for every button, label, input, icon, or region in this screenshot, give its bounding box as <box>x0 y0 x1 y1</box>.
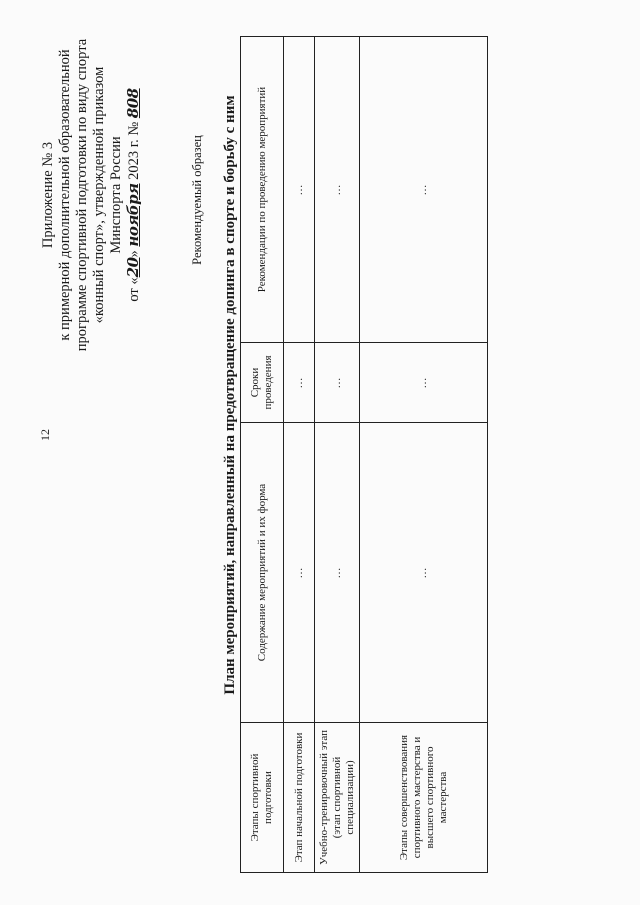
recommendations-cell: … <box>284 37 315 343</box>
header-content: Содержание мероприятий и их форма <box>241 423 284 723</box>
stage-cell: Этапы совершенствования спортивного мастерства и высшего спортивного мастерства <box>360 723 488 873</box>
header-dates: Сроки проведения <box>241 343 284 423</box>
stage-cell: Этап начальной подготовки <box>284 723 315 873</box>
handwritten-day: 20 <box>124 257 142 278</box>
plan-title: План мероприятий, направленный на предотвращение допинга в спорте и борьбу с ним <box>222 95 238 695</box>
table-row <box>284 37 315 873</box>
page-number: 12 <box>38 429 52 441</box>
date-prefix: от « <box>126 277 142 302</box>
stage-cell: Учебно-тренировочный этап (этап спортивной специализации) <box>315 723 360 873</box>
appendix-line: Минспорта России <box>108 136 124 254</box>
dates-cell: … <box>284 343 315 423</box>
content-cell: … <box>360 423 488 723</box>
handwritten-order-number: 808 <box>124 88 142 119</box>
appendix-line: «конный спорт», утвержденной приказом <box>91 66 107 324</box>
measures-table <box>240 36 488 873</box>
table-row <box>315 37 360 873</box>
dates-cell: … <box>360 343 488 423</box>
header-stages: Этапы спортивной подготовки <box>241 723 284 873</box>
handwritten-month: ноября <box>124 183 142 247</box>
appendix-block <box>40 15 143 375</box>
dates-cell: … <box>315 343 360 423</box>
table-header-row <box>241 37 284 873</box>
header-recommendations: Рекомендации по проведению мероприятий <box>241 37 284 343</box>
date-year: 2023 г. № <box>126 121 142 180</box>
recommendations-cell: … <box>315 37 360 343</box>
sample-note: Рекомендуемый образец <box>190 135 204 265</box>
appendix-date-line: от «20» ноября 2023 г. № 808 <box>124 88 142 302</box>
appendix-line: Приложение № 3 <box>40 141 56 249</box>
content-cell: … <box>284 423 315 723</box>
appendix-line: к примерной дополнительной образовательной <box>57 49 73 341</box>
content-cell: … <box>315 423 360 723</box>
table-row <box>360 37 488 873</box>
appendix-line: программе спортивной подготовки по виду спорта <box>74 38 90 352</box>
recommendations-cell: … <box>360 37 488 343</box>
